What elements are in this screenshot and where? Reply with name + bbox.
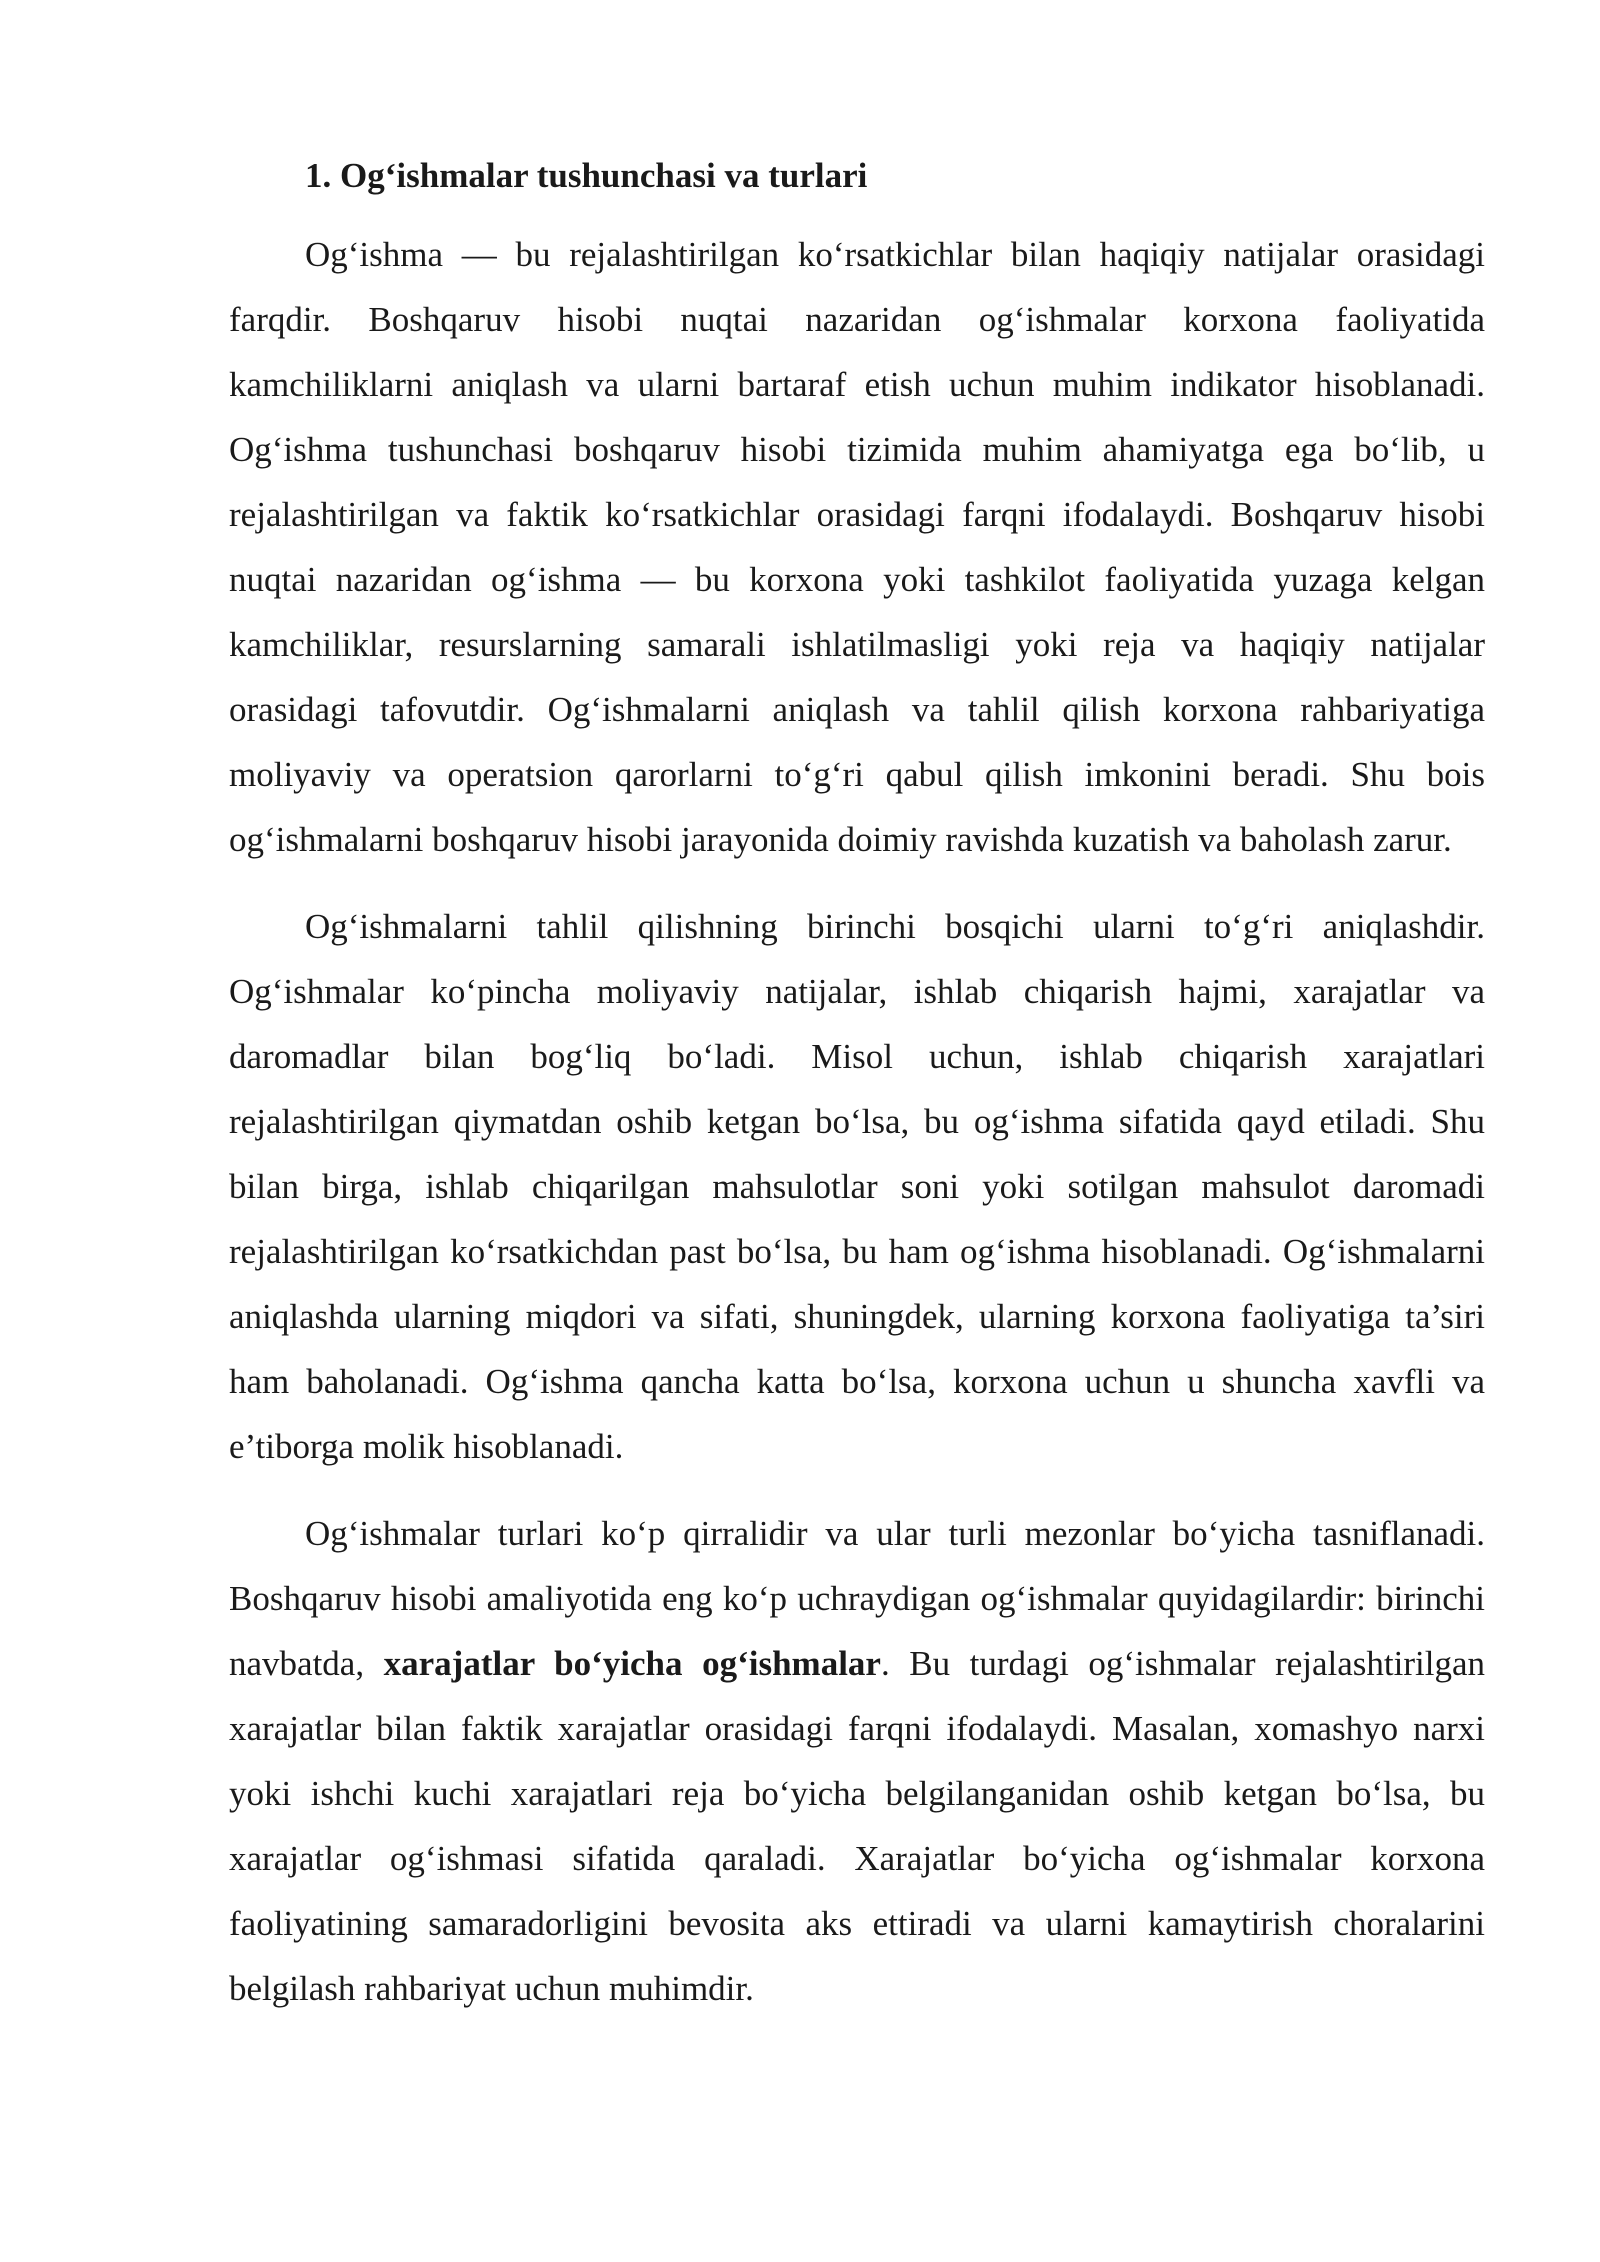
paragraph-types-text-2: . Bu turdagi og‘ishmalar rejalashtirilgan xarajatlar bilan faktik xarajatlar orasidagi farqni ifodalaydi. Masalan, xomashyo narxi yoki ishchi kuchi xarajatlari reja bo‘yicha belgilanganidan oshib ketgan bo‘lsa, bu xarajatlar og‘ishmasi sifatida qaraladi. Xarajatlar bo‘yicha og‘ishmalar korxona faoliyatining samaradorligini bevosita aks ettiradi va ularni kamaytirish choralarini belgilash rahbariyat uchun muhimdir. [229,1644,1485,2008]
paragraph-types [229,1501,1485,2021]
paragraph-types-text-1: Og‘ishmalar turlari ko‘p qirralidir va ular turli mezonlar bo‘yicha tasniflanadi. Boshqaruv hisobi amaliyotida eng ko‘p uchraydigan og‘ishmalar quyidagilardir: birinchi navbatda, [229,1514,1485,1683]
section-heading: 1. Og‘ishmalar tushunchasi va turlari [305,156,868,195]
paragraph-types-bold-term: xarajatlar bo‘yicha og‘ishmalar [383,1644,881,1683]
paragraph-definition: Og‘ishma — bu rejalashtirilgan ko‘rsatkichlar bilan haqiqiy natijalar orasidagi farqdir. Boshqaruv hisobi nuqtai nazaridan og‘ishmalar korxona faoliyatida kamchiliklarni aniqlash va ularni bartaraf etish uchun muhim indikator hisoblanadi. Og‘ishma tushunchasi boshqaruv hisobi tizimida muhim ahamiyatga ega bo‘lib, u rejalashtirilgan va faktik ko‘rsatkichlar orasidagi farqni ifodalaydi. Boshqaruv hisobi nuqtai nazaridan og‘ishma — bu korxona yoki tashkilot faoliyatida yuzaga kelgan kamchiliklar, resurslarning samarali ishlatilmasligi yoki reja va haqiqiy natijalar orasidagi tafovutdir. Og‘ishmalarni aniqlash va tahlil qilish korxona rahbariyatiga moliyaviy va operatsion qarorlarni to‘g‘ri qabul qilish imkonini beradi. Shu bois og‘ishmalarni boshqaruv hisobi jarayonida doimiy ravishda kuzatish va baholash zarur. [229,235,1485,859]
document-page [229,150,1485,2043]
paragraph-analysis: Og‘ishmalarni tahlil qilishning birinchi bosqichi ularni to‘g‘ri aniqlashdir. Og‘ishmalar ko‘pincha moliyaviy natijalar, ishlab chiqarish hajmi, xarajatlar va daromadlar bilan bog‘liq bo‘ladi. Misol uchun, ishlab chiqarish xarajatlari rejalashtirilgan qiymatdan oshib ketgan bo‘lsa, bu og‘ishma sifatida qayd etiladi. Shu bilan birga, ishlab chiqarilgan mahsulotlar soni yoki sotilgan mahsulot daromadi rejalashtirilgan ko‘rsatkichdan past bo‘lsa, bu ham og‘ishma hisoblanadi. Og‘ishmalarni aniqlashda ularning miqdori va sifati, shuningdek, ularning korxona faoliyatiga ta’siri ham baholanadi. Og‘ishma qancha katta bo‘lsa, korxona uchun u shuncha xavfli va e’tiborga molik hisoblanadi. [229,907,1485,1466]
